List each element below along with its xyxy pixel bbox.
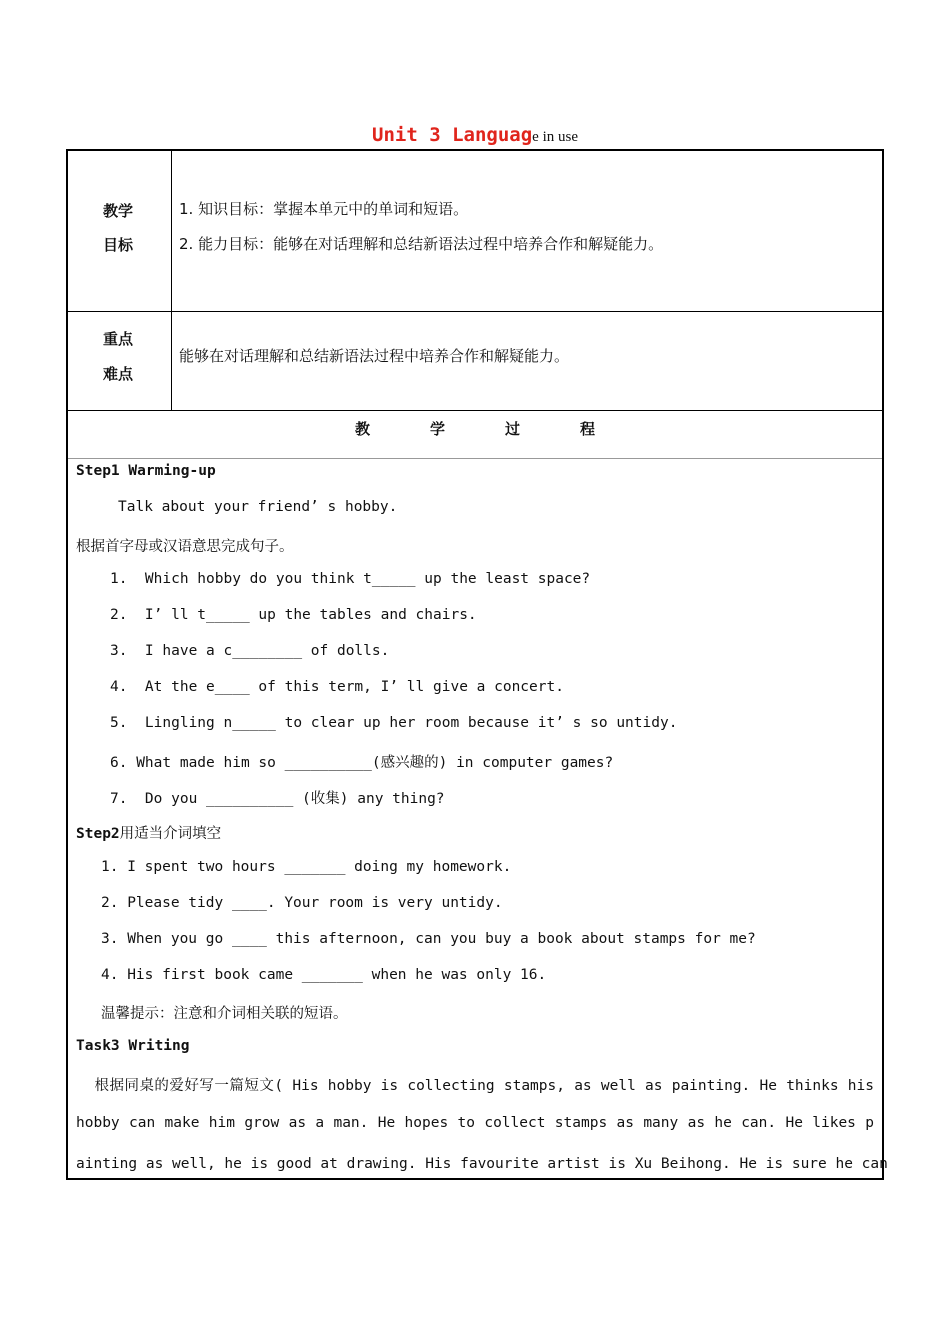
objectives-label-2: 目标	[103, 236, 134, 254]
lesson-plan-table	[66, 149, 888, 1180]
step1-instruction: 根据首字母或汉语意思完成句子。	[76, 539, 294, 555]
objectives-label-1: 教学	[103, 202, 134, 220]
step2-heading-row	[76, 822, 221, 843]
process-heading-char: 程	[580, 420, 596, 438]
row-divider	[68, 410, 882, 411]
step2-item: 3. When you go ____ this afternoon, can you buy a book about stamps for me?	[101, 931, 756, 947]
step1-item: 2. I’ ll t_____ up the tables and chairs.	[110, 607, 477, 623]
task3-paragraph-line: hobby can make him grow as a man. He hopes to collect stamps as many as he can. He likes p	[76, 1115, 874, 1131]
step1-intro: Talk about your friend’ s hobby.	[118, 499, 398, 515]
step1-item: 7. Do you __________ (收集) any thing?	[110, 791, 445, 807]
task3-paragraph-line: 根据同桌的爱好写一篇短文( His hobby is collecting stamps, as well as painting. He thinks his	[76, 1078, 874, 1094]
step1-item: 1. Which hobby do you think t_____ up the least space?	[110, 571, 591, 587]
step1-heading: Step1 Warming-up	[76, 463, 216, 479]
keypoints-label-1: 重点	[103, 330, 134, 348]
step2-tip: 温馨提示：注意和介词相关联的短语。	[101, 1006, 348, 1022]
title-suffix: e in use	[532, 129, 578, 145]
column-divider	[882, 151, 883, 410]
process-heading-char: 学	[430, 420, 446, 438]
process-heading-char: 过	[505, 420, 521, 438]
step2-item: 2. Please tidy ____. Your room is very untidy.	[101, 895, 503, 911]
objective-item: 1. 知识目标：掌握本单元中的单词和短语。	[179, 200, 469, 218]
row-divider	[68, 311, 882, 312]
process-heading-char: 教	[355, 420, 371, 438]
objective-item: 2. 能力目标：能够在对话理解和总结新语法过程中培养合作和解疑能力。	[179, 235, 664, 253]
keypoints-label-2: 难点	[103, 365, 134, 383]
keypoints-text: 能够在对话理解和总结新语法过程中培养合作和解疑能力。	[179, 347, 570, 365]
task3-heading: Task3 Writing	[76, 1038, 190, 1054]
step2-item: 4. His first book came _______ when he was only 16.	[101, 967, 547, 983]
task3-paragraph-line: ainting as well, he is good at drawing. His favourite artist is Xu Beihong. He is sure he can	[76, 1156, 888, 1172]
title-main: Unit 3 Languag	[372, 124, 533, 146]
step1-item: 5. Lingling n_____ to clear up her room because it’ s so untidy.	[110, 715, 678, 731]
step1-item: 6. What made him so __________(感兴趣的) in computer games?	[110, 755, 614, 771]
step1-item: 3. I have a c________ of dolls.	[110, 643, 390, 659]
step2-heading-cn: 用适当介词填空	[119, 826, 222, 842]
step2-heading: Step2	[76, 826, 120, 842]
column-divider	[171, 151, 172, 410]
document-title	[0, 124, 950, 146]
step1-item: 4. At the e____ of this term, I’ ll give a concert.	[110, 679, 564, 695]
row-divider	[68, 458, 882, 459]
step2-item: 1. I spent two hours _______ doing my homework.	[101, 859, 512, 875]
